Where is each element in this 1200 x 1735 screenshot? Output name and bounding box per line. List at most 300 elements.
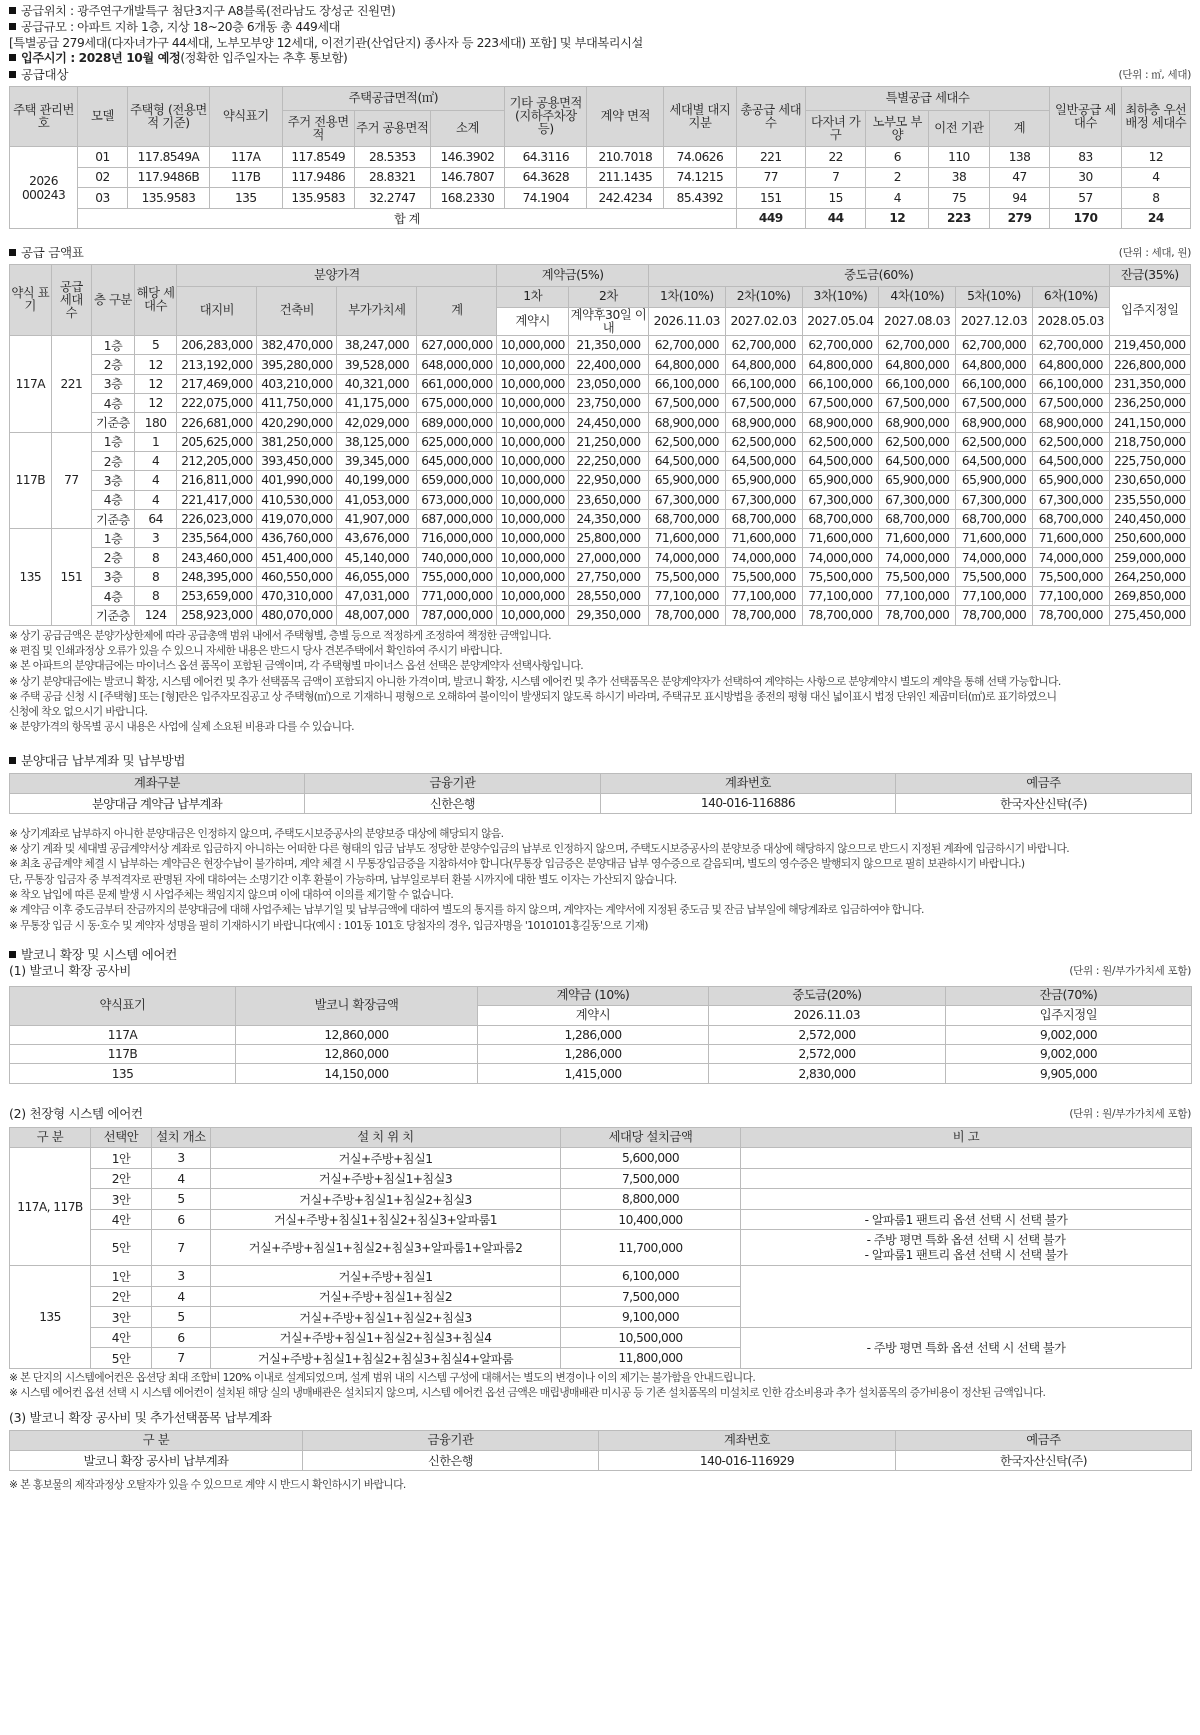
option: 4안 <box>91 1327 152 1348</box>
price-sum: 648,000,000 <box>417 355 497 374</box>
total-move: 223 <box>929 208 990 229</box>
aircon-notes <box>9 1370 1191 1401</box>
mid-6: 77,100,000 <box>1032 587 1109 606</box>
cost: 10,400,000 <box>561 1209 741 1230</box>
units: 1 <box>134 432 177 451</box>
balance: 218,750,000 <box>1109 432 1190 451</box>
land-share: 74.1215 <box>664 167 736 188</box>
table-row <box>10 147 1191 168</box>
deposit-2: 23,050,000 <box>568 374 648 393</box>
vat: 47,031,000 <box>337 587 417 606</box>
build-price: 460,550,000 <box>257 567 337 586</box>
units: 12 <box>134 355 177 374</box>
total-special-sum: 279 <box>989 208 1050 229</box>
mid-2: 66,100,000 <box>725 374 802 393</box>
section-aircon: (2) 천장형 시스템 에어컨 (단위 : 원/부가가치세 포함) <box>9 1105 1191 1121</box>
mid-1: 64,800,000 <box>648 355 725 374</box>
build-price: 451,400,000 <box>257 548 337 567</box>
th-short: 약식표기 <box>10 986 236 1025</box>
elder: 6 <box>866 147 929 168</box>
account-holder: 한국자산신탁(주) <box>896 1451 1192 1471</box>
mid-6: 65,900,000 <box>1032 471 1109 490</box>
balance: 240,450,000 <box>1109 509 1190 528</box>
table-row <box>10 1327 1192 1348</box>
th-move: 이전 기관 <box>929 111 990 147</box>
type-short: 135 <box>10 529 52 625</box>
subtotal: 168.2330 <box>430 188 505 209</box>
remark: - 알파룸1 팬트리 옵션 선택 시 선택 불가 <box>741 1209 1192 1230</box>
section-balcony-account: (3) 발코니 확장 공사비 및 추가선택품목 납부계좌 <box>9 1410 272 1426</box>
th-holder: 예금주 <box>896 773 1192 793</box>
type-group: 117A, 117B <box>10 1148 91 1266</box>
count: 6 <box>152 1209 211 1230</box>
land-price: 258,923,000 <box>177 606 257 625</box>
mid-2: 67,500,000 <box>725 394 802 413</box>
total-lowest: 24 <box>1121 208 1190 229</box>
units: 64 <box>134 509 177 528</box>
units: 4 <box>134 471 177 490</box>
location: 거실+주방+침실1+침실2+침실3 <box>211 1307 561 1328</box>
special-sum: 47 <box>989 167 1050 188</box>
mid-2: 64,800,000 <box>725 355 802 374</box>
table-row <box>10 490 1191 509</box>
price-sum: 689,000,000 <box>417 413 497 432</box>
multi: 22 <box>805 147 866 168</box>
location: 거실+주방+침실1+침실2+침실3 <box>211 1189 561 1210</box>
midpay: 2,830,000 <box>709 1064 946 1083</box>
supply-units: 221 <box>51 336 92 432</box>
vat: 41,053,000 <box>337 490 417 509</box>
type-short: 117A <box>10 336 52 432</box>
count: 6 <box>152 1327 211 1348</box>
build-price: 411,750,000 <box>257 394 337 413</box>
info-scale-detail: [특별공급 279세대(다자녀가구 44세대, 노부모부양 12세대, 이전기관(산업단지) 종사자 등 223세대) 포함] 및 부대복리시설 <box>9 35 643 50</box>
mid-6: 66,100,000 <box>1032 374 1109 393</box>
balance: 269,850,000 <box>1109 587 1190 606</box>
mid-2: 64,500,000 <box>725 451 802 470</box>
th-division: 구 분 <box>10 1127 91 1148</box>
balance: 236,250,000 <box>1109 394 1190 413</box>
option: 2안 <box>91 1168 152 1189</box>
deposit-1: 10,000,000 <box>497 413 568 432</box>
units: 3 <box>134 529 177 548</box>
deposit: 1,286,000 <box>478 1044 709 1063</box>
balance: 235,550,000 <box>1109 490 1190 509</box>
contract-area: 210.7018 <box>587 147 664 168</box>
other-area: 64.3628 <box>505 167 587 188</box>
mid-3: 64,800,000 <box>802 355 879 374</box>
option: 4안 <box>91 1209 152 1230</box>
th-special: 특별공급 세대수 <box>805 87 1049 111</box>
th-price: 분양가격 <box>177 265 497 287</box>
total-row <box>10 208 1191 229</box>
move: 38 <box>929 167 990 188</box>
supply-units: 77 <box>51 432 92 528</box>
move: 75 <box>929 188 990 209</box>
th-mid-3: 3차(10%) <box>802 286 879 308</box>
table-row <box>10 336 1191 355</box>
deposit-1: 10,000,000 <box>497 490 568 509</box>
th-sum: 계 <box>417 286 497 336</box>
vat: 40,199,000 <box>337 471 417 490</box>
lowest: 8 <box>1121 188 1190 209</box>
floor: 기준층 <box>92 413 135 432</box>
price-sum: 673,000,000 <box>417 490 497 509</box>
vat: 45,140,000 <box>337 548 417 567</box>
mid-3: 71,600,000 <box>802 529 879 548</box>
location: 거실+주방+침실1+침실2+침실3+침실4 <box>211 1327 561 1348</box>
general: 57 <box>1050 188 1121 209</box>
deposit-1: 10,000,000 <box>497 529 568 548</box>
floor: 3층 <box>92 471 135 490</box>
th-mid-3-date: 2027.05.04 <box>802 308 879 336</box>
note-line: ※ 편집 및 인쇄과정상 오류가 있을 수 있으니 자세한 내용은 반드시 당사 견본주택에서 확인하여 주시기 바랍니다. <box>9 643 502 657</box>
mid-6: 62,500,000 <box>1032 432 1109 451</box>
mid-3: 75,500,000 <box>802 567 879 586</box>
deposit-2: 27,750,000 <box>568 567 648 586</box>
mid-6: 67,500,000 <box>1032 394 1109 413</box>
account-holder: 한국자산신탁(주) <box>896 793 1192 813</box>
units: 4 <box>134 451 177 470</box>
model: 01 <box>78 147 128 168</box>
floor: 4층 <box>92 490 135 509</box>
mid-6: 64,800,000 <box>1032 355 1109 374</box>
price-sum: 625,000,000 <box>417 432 497 451</box>
th-remark: 비 고 <box>741 1127 1192 1148</box>
price-sum: 627,000,000 <box>417 336 497 355</box>
mid-4: 75,500,000 <box>879 567 956 586</box>
short: 117B <box>210 167 282 188</box>
subtotal: 146.3902 <box>430 147 505 168</box>
excl-area: 117.9486 <box>282 167 354 188</box>
other-area: 64.3116 <box>505 147 587 168</box>
mid-2: 65,900,000 <box>725 471 802 490</box>
floor: 기준층 <box>92 606 135 625</box>
th-floor: 층 구분 <box>92 265 135 336</box>
table-row <box>10 1189 1192 1210</box>
bullet-icon <box>9 757 16 764</box>
account-number: 140-016-116886 <box>601 793 896 813</box>
th-balance: 잔금(35%) <box>1109 265 1190 287</box>
account-number: 140-016-116929 <box>599 1451 896 1471</box>
th-holder: 예금주 <box>896 1431 1192 1451</box>
mid-2: 68,700,000 <box>725 509 802 528</box>
land-price: 221,417,000 <box>177 490 257 509</box>
mid-5: 71,600,000 <box>956 529 1033 548</box>
th-midpay: 중도금(20%) <box>709 986 946 1005</box>
th-land-share: 세대별 대지지분 <box>664 87 736 147</box>
table-row <box>10 432 1191 451</box>
multi: 7 <box>805 167 866 188</box>
comm-area: 28.8321 <box>354 167 430 188</box>
th-account-no: 계좌번호 <box>601 773 896 793</box>
section-account: 분양대금 납부계좌 및 납부방법 <box>9 753 1191 769</box>
floor: 2층 <box>92 451 135 470</box>
cost: 5,600,000 <box>561 1148 741 1169</box>
contract-area: 211.1435 <box>587 167 664 188</box>
table-row <box>10 413 1191 432</box>
deposit-2: 21,350,000 <box>568 336 648 355</box>
balance: 9,002,000 <box>946 1025 1192 1044</box>
land-price: 248,395,000 <box>177 567 257 586</box>
mid-2: 74,000,000 <box>725 548 802 567</box>
build-price: 410,530,000 <box>257 490 337 509</box>
th-excl: 주거 전용면적 <box>282 111 354 147</box>
mid-6: 67,300,000 <box>1032 490 1109 509</box>
location: 거실+주방+침실1 <box>211 1266 561 1287</box>
mid-5: 65,900,000 <box>956 471 1033 490</box>
note-line: ※ 상기 계좌 및 세대별 공급계약서상 계좌로 입금하지 아니하는 어떠한 다른 형태의 입금 납부도 정당한 분양수입금의 납부로 인정하지 않으며, 주택도시보증공사의 분양보증 대상에 해당하지 않으므로 반드시 지정된 계좌에 입금하시기 바랍니다. <box>9 842 1070 856</box>
table-row <box>10 374 1191 393</box>
vat: 41,907,000 <box>337 509 417 528</box>
mgmt-number: 2026 000243 <box>10 147 78 229</box>
type: 117.9486B <box>127 167 209 188</box>
land-price: 243,460,000 <box>177 548 257 567</box>
balance: 250,600,000 <box>1109 529 1190 548</box>
mid-2: 62,500,000 <box>725 432 802 451</box>
th-total-units: 총공급 세대수 <box>736 87 805 147</box>
contract-area: 242.4234 <box>587 188 664 209</box>
mid-4: 71,600,000 <box>879 529 956 548</box>
special-sum: 138 <box>989 147 1050 168</box>
deposit-2: 24,350,000 <box>568 509 648 528</box>
count: 7 <box>152 1230 211 1266</box>
bullet-icon <box>9 23 16 30</box>
mid-5: 64,800,000 <box>956 355 1033 374</box>
deposit-1: 10,000,000 <box>497 355 568 374</box>
balcony-account-table <box>9 1430 1192 1471</box>
account-notes <box>9 826 1191 933</box>
mid-3: 74,000,000 <box>802 548 879 567</box>
section-balcony-sub: (1) 발코니 확장 공사비 (단위 : 원/부가가치세 포함) <box>9 962 1191 978</box>
table-row <box>10 529 1191 548</box>
unit-label: (단위 : 원/부가가치세 포함) <box>1069 964 1191 977</box>
unit-label: (단위 : 원/부가가치세 포함) <box>1069 1107 1191 1120</box>
th-deposit-1-date: 계약시 <box>497 308 568 336</box>
table-row <box>10 188 1191 209</box>
land-price: 205,625,000 <box>177 432 257 451</box>
lowest: 4 <box>1121 167 1190 188</box>
table-row <box>10 394 1191 413</box>
land-price: 226,023,000 <box>177 509 257 528</box>
price-sum: 687,000,000 <box>417 509 497 528</box>
balcony-amount: 12,860,000 <box>236 1044 478 1063</box>
build-price: 382,470,000 <box>257 336 337 355</box>
location: 거실+주방+침실1+침실2+침실3+알파룸1 <box>211 1209 561 1230</box>
remark-line: - 알파룸1 팬트리 옵션 선택 시 선택 불가 <box>864 1247 1068 1262</box>
deposit-1: 10,000,000 <box>497 394 568 413</box>
total-label: 합 계 <box>78 208 737 229</box>
th-sum: 계 <box>989 111 1050 147</box>
th-mgmt: 주택 관리번호 <box>10 87 78 147</box>
land-price: 253,659,000 <box>177 587 257 606</box>
type-group: 135 <box>10 1266 91 1369</box>
remark-blank-top <box>741 1266 1192 1328</box>
table-row <box>10 1209 1192 1230</box>
mid-3: 67,500,000 <box>802 394 879 413</box>
mid-4: 62,500,000 <box>879 432 956 451</box>
mid-6: 62,700,000 <box>1032 336 1109 355</box>
land-price: 226,681,000 <box>177 413 257 432</box>
short: 117A <box>210 147 282 168</box>
th-land: 대지비 <box>177 286 257 336</box>
th-location: 설 치 위 치 <box>211 1127 561 1148</box>
balance: 230,650,000 <box>1109 471 1190 490</box>
bullet-icon <box>9 54 16 61</box>
location: 거실+주방+침실1+침실2 <box>211 1286 561 1307</box>
account-type: 발코니 확장 공사비 납부계좌 <box>10 1451 303 1471</box>
mid-1: 68,900,000 <box>648 413 725 432</box>
mid-1: 68,700,000 <box>648 509 725 528</box>
short: 135 <box>210 188 282 209</box>
mid-5: 62,700,000 <box>956 336 1033 355</box>
excl-area: 117.8549 <box>282 147 354 168</box>
aircon-body <box>10 1148 1192 1369</box>
model: 03 <box>78 188 128 209</box>
elder: 4 <box>866 188 929 209</box>
th-deposit: 계약금(5%) <box>497 265 648 287</box>
table-row <box>10 1266 1192 1287</box>
deposit-1: 10,000,000 <box>497 587 568 606</box>
deposit: 1,286,000 <box>478 1025 709 1044</box>
mid-1: 74,000,000 <box>648 548 725 567</box>
mid-1: 77,100,000 <box>648 587 725 606</box>
land-price: 217,469,000 <box>177 374 257 393</box>
mid-5: 68,700,000 <box>956 509 1033 528</box>
land-price: 222,075,000 <box>177 394 257 413</box>
price-notes <box>9 628 1191 735</box>
balance: 219,450,000 <box>1109 336 1190 355</box>
balcony-amount: 12,860,000 <box>236 1025 478 1044</box>
mid-1: 66,100,000 <box>648 374 725 393</box>
mid-1: 65,900,000 <box>648 471 725 490</box>
mid-3: 67,300,000 <box>802 490 879 509</box>
table-row <box>10 548 1191 567</box>
table-row <box>10 567 1191 586</box>
th-mid-5-date: 2027.12.03 <box>956 308 1033 336</box>
land-price: 235,564,000 <box>177 529 257 548</box>
remark-line: - 주방 평면 특화 옵션 선택 시 선택 불가 <box>866 1232 1066 1247</box>
th-mid-1-date: 2026.11.03 <box>648 308 725 336</box>
th-other-area: 기타 공용면적 (지하주차장 등) <box>505 87 587 147</box>
table-row <box>10 606 1191 625</box>
table-row <box>10 509 1191 528</box>
remark: - 주방 평면 특화 옵션 선택 시 선택 불가 <box>741 1327 1192 1368</box>
th-mid-2-date: 2027.02.03 <box>725 308 802 336</box>
option: 5안 <box>91 1230 152 1266</box>
location: 거실+주방+침실1 <box>211 1148 561 1169</box>
supply-target-body <box>10 147 1191 229</box>
units: 180 <box>134 413 177 432</box>
deposit-2: 29,350,000 <box>568 606 648 625</box>
location: 거실+주방+침실1+침실2+침실3+알파룸1+알파룸2 <box>211 1230 561 1266</box>
mid-2: 78,700,000 <box>725 606 802 625</box>
th-account-type: 계좌구분 <box>10 773 305 793</box>
special-sum: 94 <box>989 188 1050 209</box>
th-mid-4-date: 2027.08.03 <box>879 308 956 336</box>
mid-5: 78,700,000 <box>956 606 1033 625</box>
info-scale: 공급규모 : 아파트 지하 1층, 지상 18~20층 6개동 총 449세대 <box>9 20 1191 36</box>
price-sum: 675,000,000 <box>417 394 497 413</box>
remark <box>741 1148 1192 1169</box>
mid-5: 68,900,000 <box>956 413 1033 432</box>
note-line: 단, 무통장 입금자 중 부적격자로 판명된 자에 대하여는 소명기간 이후 환불이 가능하며, 납부일로부터 환불 시까지에 대한 별도 이자는 가산되지 않습니다. <box>9 872 677 886</box>
mid-5: 67,500,000 <box>956 394 1033 413</box>
mid-5: 62,500,000 <box>956 432 1033 451</box>
mid-4: 68,900,000 <box>879 413 956 432</box>
price-sum: 645,000,000 <box>417 451 497 470</box>
th-deposit-2: 2차 <box>568 286 648 308</box>
mid-5: 64,500,000 <box>956 451 1033 470</box>
total-elder: 12 <box>866 208 929 229</box>
mid-2: 75,500,000 <box>725 567 802 586</box>
type: 117.8549A <box>127 147 209 168</box>
bullet-icon <box>9 7 16 14</box>
subtotal: 146.7807 <box>430 167 505 188</box>
th-balance: 잔금(70%) <box>946 986 1192 1005</box>
price-sum: 661,000,000 <box>417 374 497 393</box>
note-line: ※ 상기 공급금액은 분양가상한제에 따라 공급총액 범위 내에서 주택형별, 층별 등으로 적정하게 조정하여 책정한 금액입니다. <box>9 628 551 642</box>
count: 4 <box>152 1286 211 1307</box>
mid-5: 75,500,000 <box>956 567 1033 586</box>
th-midpay: 중도금(60%) <box>648 265 1109 287</box>
deposit-2: 21,250,000 <box>568 432 648 451</box>
balance: 275,450,000 <box>1109 606 1190 625</box>
mid-5: 67,300,000 <box>956 490 1033 509</box>
option: 2안 <box>91 1286 152 1307</box>
mid-6: 68,900,000 <box>1032 413 1109 432</box>
note-line: ※ 본 단지의 시스템에어컨은 옵션당 최대 조합비 120% 이내로 설계되었으며, 설계 범위 내의 시스템 구성에 대해서는 별도의 변경이나 이의 제기는 불가함을 안내드립니다. <box>9 1370 756 1384</box>
deposit-2: 23,750,000 <box>568 394 648 413</box>
th-supply-units: 공급 세대 수 <box>51 265 92 336</box>
vat: 43,676,000 <box>337 529 417 548</box>
total-units: 221 <box>736 147 805 168</box>
multi: 15 <box>805 188 866 209</box>
count: 5 <box>152 1189 211 1210</box>
option: 1안 <box>91 1148 152 1169</box>
total-units: 77 <box>736 167 805 188</box>
option: 3안 <box>91 1307 152 1328</box>
mid-3: 62,700,000 <box>802 336 879 355</box>
units: 12 <box>134 394 177 413</box>
comm-area: 28.5353 <box>354 147 430 168</box>
build-price: 401,990,000 <box>257 471 337 490</box>
floor: 4층 <box>92 394 135 413</box>
deposit-2: 22,400,000 <box>568 355 648 374</box>
deposit-2: 24,450,000 <box>568 413 648 432</box>
option: 1안 <box>91 1266 152 1287</box>
units: 12 <box>134 374 177 393</box>
cost: 6,100,000 <box>561 1266 741 1287</box>
mid-2: 67,300,000 <box>725 490 802 509</box>
total-total-units: 449 <box>736 208 805 229</box>
cost: 7,500,000 <box>561 1286 741 1307</box>
units: 5 <box>134 336 177 355</box>
th-deposit: 계약금 (10%) <box>478 986 709 1005</box>
deposit-2: 28,550,000 <box>568 587 648 606</box>
note-line: ※ 무통장 입금 시 동·호수 및 계약자 성명을 필히 기재하시기 바랍니다(예시 : 101동 101호 당첨자의 경우, 입금자명을 '1010101홍길동'으로 기재) <box>9 918 648 932</box>
deposit-2: 23,650,000 <box>568 490 648 509</box>
floor: 1층 <box>92 529 135 548</box>
price-sum: 740,000,000 <box>417 548 497 567</box>
mid-4: 74,000,000 <box>879 548 956 567</box>
balance: 225,750,000 <box>1109 451 1190 470</box>
mid-4: 65,900,000 <box>879 471 956 490</box>
remark <box>741 1230 1192 1266</box>
note-line: ※ 계약금 이후 중도금부터 잔금까지의 분양대금에 대해 사업주체는 납부기일 및 납부금액에 대하여 별도의 통지를 하지 않으며, 계약자는 계약서에 지정된 중도금 및 잔금 납부일에 해당계좌로 입금하여야 합니다. <box>9 903 924 917</box>
balcony-amount: 14,150,000 <box>236 1064 478 1083</box>
note-line: ※ 시스템 에어컨 옵션 선택 시 시스템 에어컨이 설치된 해당 실의 냉매배관은 설치되지 않으며, 시스템 에어컨 옵션 금액은 매립냉매배관 미시공 등 기존 설치품목의 미설치로 인한 감소비용과 추가 설치품목의 증가비용이 정산된 금액입니다. <box>9 1386 1046 1400</box>
